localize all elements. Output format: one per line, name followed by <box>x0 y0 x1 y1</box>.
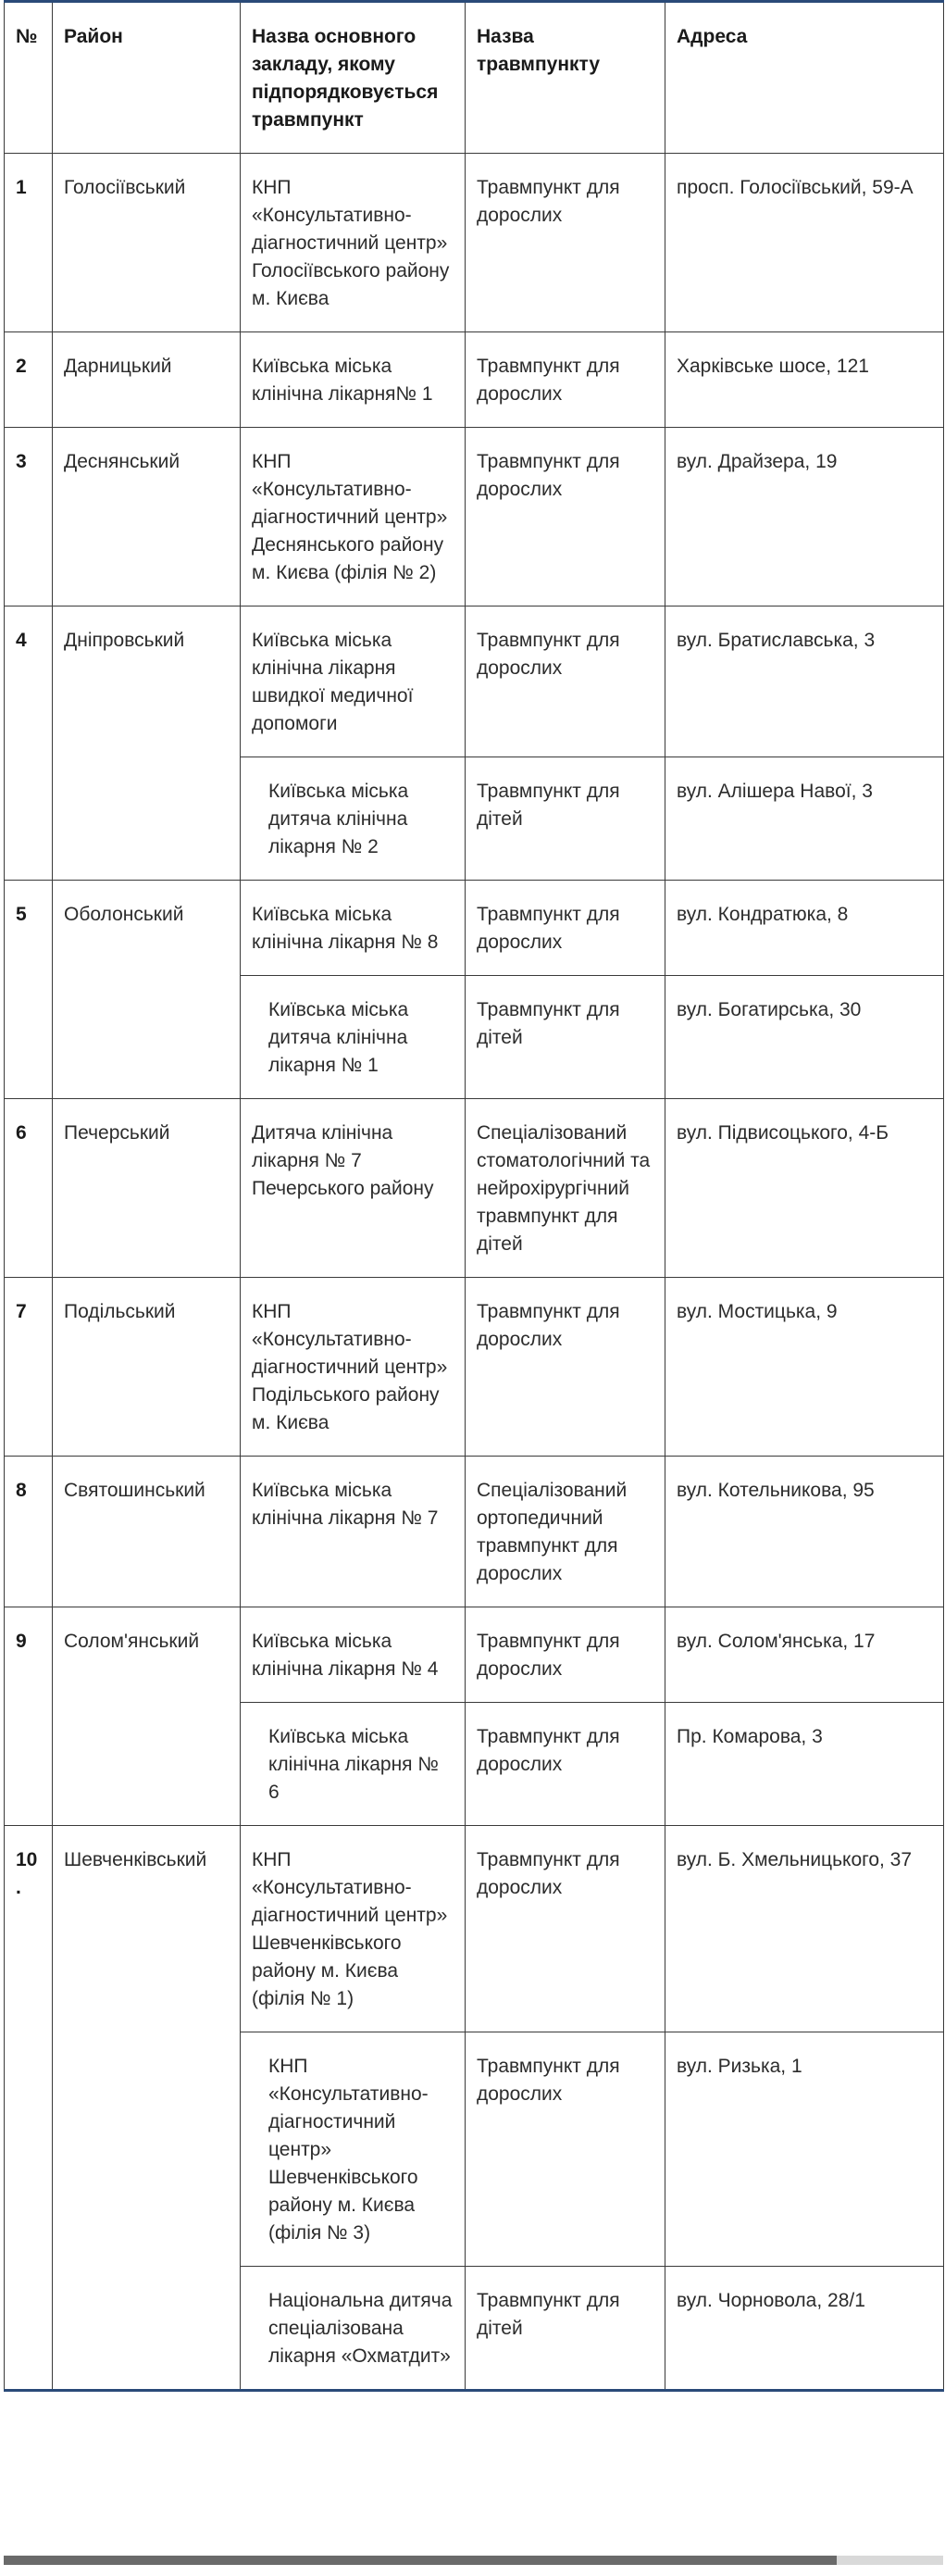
row-facility: Київська міська дитяча клінічна лікарня № 1 <box>241 976 466 1099</box>
row-point: Травмпункт для дорослих <box>466 1826 665 2032</box>
row-point: Травмпункт для дорослих <box>466 428 665 606</box>
row-district: Подільський <box>53 1278 241 1457</box>
row-facility: Київська міська клінічна лікарня№ 1 <box>241 332 466 428</box>
row-district: Шевченківський <box>53 1826 241 2391</box>
row-point: Травмпункт для дітей <box>466 976 665 1099</box>
row-number: 8 <box>5 1457 53 1607</box>
row-number: 3 <box>5 428 53 606</box>
header-address: Адреса <box>665 2 944 154</box>
row-point: Травмпункт для дорослих <box>466 332 665 428</box>
row-number: 5 <box>5 881 53 1099</box>
row-address: вул. Підвисоцького, 4-Б <box>665 1099 944 1278</box>
row-facility: Київська міська дитяча клінічна лікарня № 2 <box>241 757 466 881</box>
row-district: Дарницький <box>53 332 241 428</box>
row-number: 7 <box>5 1278 53 1457</box>
row-address: вул. Драйзера, 19 <box>665 428 944 606</box>
trauma-points-table <box>4 0 944 2392</box>
table-row <box>5 1457 944 1607</box>
row-address: вул. Солом'янська, 17 <box>665 1607 944 1703</box>
header-point: Назва травмпункту <box>466 2 665 154</box>
table-row <box>5 428 944 606</box>
row-facility: КНП «Консультативно-діагностичний центр» Голосіївського району м. Києва <box>241 154 466 332</box>
row-facility: КНП «Консультативно-діагностичний центр» Шевченківського району м. Києва (філія № 1) <box>241 1826 466 2032</box>
row-address: просп. Голосіївський, 59-А <box>665 154 944 332</box>
row-facility: Національна дитяча спеціалізована лікарня «Охматдит» <box>241 2267 466 2391</box>
row-facility: Київська міська клінічна лікарня швидкої медичної допомоги <box>241 606 466 757</box>
row-district: Дніпровський <box>53 606 241 881</box>
row-point: Травмпункт для дорослих <box>466 1703 665 1826</box>
row-facility: Київська міська клінічна лікарня № 6 <box>241 1703 466 1826</box>
table-row <box>5 154 944 332</box>
row-point: Травмпункт для дорослих <box>466 154 665 332</box>
header-district: Район <box>53 2 241 154</box>
row-point: Травмпункт для дорослих <box>466 1278 665 1457</box>
row-number: 10. <box>5 1826 53 2391</box>
row-point: Травмпункт для дітей <box>466 757 665 881</box>
table-container <box>4 0 943 2392</box>
row-address: вул. Братиславська, 3 <box>665 606 944 757</box>
row-point: Травмпункт для дітей <box>466 2267 665 2391</box>
row-facility: Київська міська клінічна лікарня № 4 <box>241 1607 466 1703</box>
row-district: Деснянський <box>53 428 241 606</box>
row-address: вул. Чорновола, 28/1 <box>665 2267 944 2391</box>
table-row <box>5 1278 944 1457</box>
row-number: 4 <box>5 606 53 881</box>
row-facility: Дитяча клінічна лікарня № 7 Печерського району <box>241 1099 466 1278</box>
row-number: 6 <box>5 1099 53 1278</box>
row-facility: КНП «Консультативно-діагностичний центр» Шевченківського району м. Києва (філія № 3) <box>241 2032 466 2267</box>
row-address: Харківське шосе, 121 <box>665 332 944 428</box>
header-facility: Назва основного закладу, якому підпорядковується травмпункт <box>241 2 466 154</box>
row-point: Травмпункт для дорослих <box>466 2032 665 2267</box>
row-address: вул. Алішера Навої, 3 <box>665 757 944 881</box>
row-facility: КНП «Консультативно-діагностичний центр» Деснянського району м. Києва (філія № 2) <box>241 428 466 606</box>
row-facility: Київська міська клінічна лікарня № 8 <box>241 881 466 976</box>
horizontal-scrollbar[interactable] <box>4 2556 943 2565</box>
row-point: Травмпункт для дорослих <box>466 881 665 976</box>
row-district: Голосіївський <box>53 154 241 332</box>
row-point: Травмпункт для дорослих <box>466 1607 665 1703</box>
row-number: 9 <box>5 1607 53 1826</box>
row-number: 2 <box>5 332 53 428</box>
scrollbar-thumb[interactable] <box>4 2556 837 2565</box>
row-district: Печерський <box>53 1099 241 1278</box>
table-row <box>5 332 944 428</box>
table-row <box>5 881 944 976</box>
row-district: Святошинський <box>53 1457 241 1607</box>
row-point: Спеціалізований ортопедичний травмпункт для дорослих <box>466 1457 665 1607</box>
table-row <box>5 606 944 757</box>
table-row <box>5 1826 944 2032</box>
table-row <box>5 1607 944 1703</box>
table-row <box>5 1099 944 1278</box>
row-address: вул. Кондратюка, 8 <box>665 881 944 976</box>
row-address: Пр. Комарова, 3 <box>665 1703 944 1826</box>
row-district: Оболонський <box>53 881 241 1099</box>
row-address: вул. Богатирська, 30 <box>665 976 944 1099</box>
row-address: вул. Ризька, 1 <box>665 2032 944 2267</box>
row-facility: Київська міська клінічна лікарня № 7 <box>241 1457 466 1607</box>
table-header-row <box>5 2 944 154</box>
row-facility: КНП «Консультативно-діагностичний центр» Подільського району м. Києва <box>241 1278 466 1457</box>
row-point: Травмпункт для дорослих <box>466 606 665 757</box>
row-address: вул. Мостицька, 9 <box>665 1278 944 1457</box>
row-number: 1 <box>5 154 53 332</box>
header-number: № <box>5 2 53 154</box>
row-district: Солом'янський <box>53 1607 241 1826</box>
row-address: вул. Б. Хмельницького, 37 <box>665 1826 944 2032</box>
row-point: Спеціалізований стоматологічний та нейрохірургічний травмпункт для дітей <box>466 1099 665 1278</box>
row-address: вул. Котельникова, 95 <box>665 1457 944 1607</box>
